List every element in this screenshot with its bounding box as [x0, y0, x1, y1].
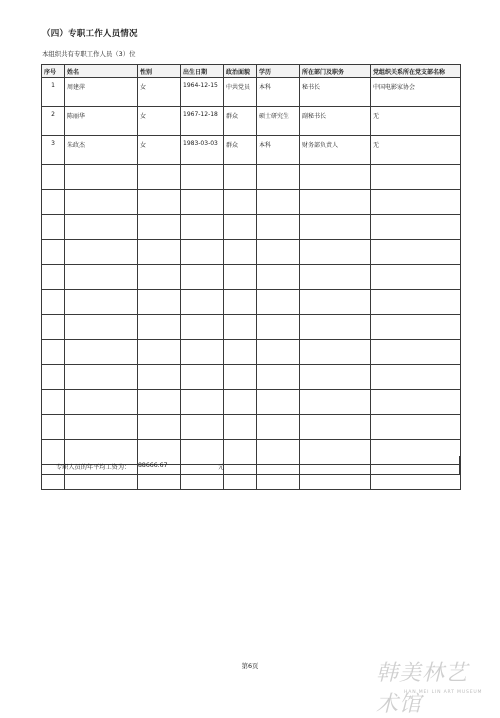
empty-cell [257, 290, 300, 315]
section-title: （四）专职工作人员情况 [42, 29, 138, 39]
empty-cell [224, 340, 257, 365]
cell-education: 本科 [257, 136, 300, 165]
empty-cell [224, 240, 257, 265]
staff-table [41, 64, 461, 490]
empty-cell [224, 390, 257, 415]
empty-table-row [42, 415, 461, 440]
empty-cell [42, 190, 65, 215]
cell-birthdate: 1967-12-18 [181, 107, 224, 136]
empty-cell [65, 390, 138, 415]
empty-cell [300, 315, 371, 340]
empty-cell [181, 190, 224, 215]
empty-cell [138, 165, 181, 190]
empty-cell [257, 190, 300, 215]
cell-party-branch: 无 [371, 107, 461, 136]
empty-cell [65, 340, 138, 365]
empty-cell [181, 165, 224, 190]
empty-cell [371, 265, 461, 290]
empty-cell [42, 340, 65, 365]
empty-cell [138, 340, 181, 365]
table-row [42, 78, 461, 107]
empty-cell [371, 340, 461, 365]
empty-cell [65, 415, 138, 440]
empty-table-row [42, 290, 461, 315]
cell-political-status: 群众 [224, 136, 257, 165]
empty-cell [65, 290, 138, 315]
empty-cell [181, 215, 224, 240]
empty-cell [138, 390, 181, 415]
empty-cell [371, 190, 461, 215]
empty-cell [257, 315, 300, 340]
empty-cell [42, 240, 65, 265]
cell-gender: 女 [138, 136, 181, 165]
empty-cell [224, 165, 257, 190]
table-row [42, 136, 461, 165]
empty-cell [138, 315, 181, 340]
header-political-status: 政治面貌 [224, 65, 257, 78]
empty-cell [257, 240, 300, 265]
cell-education: 硕士研究生 [257, 107, 300, 136]
empty-cell [181, 365, 224, 390]
header-name: 姓名 [65, 65, 138, 78]
empty-cell [224, 365, 257, 390]
empty-cell [181, 390, 224, 415]
empty-cell [224, 415, 257, 440]
cell-birthdate: 1983-03-03 [181, 136, 224, 165]
empty-cell [300, 240, 371, 265]
empty-cell [42, 290, 65, 315]
table-header-row [42, 65, 461, 78]
empty-cell [181, 240, 224, 265]
empty-cell [42, 415, 65, 440]
empty-cell [138, 215, 181, 240]
header-birthdate: 出生日期 [181, 65, 224, 78]
average-salary-label: 专职人员的年平均工资为： [56, 464, 131, 471]
empty-cell [300, 190, 371, 215]
empty-cell [65, 240, 138, 265]
empty-table-row [42, 165, 461, 190]
empty-cell [224, 215, 257, 240]
empty-cell [138, 290, 181, 315]
empty-cell [371, 240, 461, 265]
average-salary-value: 88666.67 [138, 462, 168, 469]
empty-table-row [42, 365, 461, 390]
empty-cell [300, 290, 371, 315]
cell-gender: 女 [138, 78, 181, 107]
empty-cell [65, 190, 138, 215]
empty-table-row [42, 240, 461, 265]
cell-index: 3 [42, 136, 65, 165]
empty-table-row [42, 390, 461, 415]
empty-cell [65, 365, 138, 390]
cell-department-position: 秘书长 [300, 78, 371, 107]
empty-table-row [42, 190, 461, 215]
empty-cell [300, 365, 371, 390]
average-salary-unit: 元 [218, 464, 225, 471]
header-education: 学历 [257, 65, 300, 78]
empty-cell [371, 415, 461, 440]
table-row [42, 107, 461, 136]
cell-party-branch: 中国电影家协会 [371, 78, 461, 107]
empty-cell [300, 265, 371, 290]
empty-cell [371, 290, 461, 315]
empty-cell [300, 215, 371, 240]
empty-cell [371, 215, 461, 240]
cell-index: 1 [42, 78, 65, 107]
cell-political-status: 中共党员 [224, 78, 257, 107]
empty-table-row [42, 340, 461, 365]
empty-cell [224, 190, 257, 215]
cell-political-status: 群众 [224, 107, 257, 136]
empty-cell [181, 290, 224, 315]
empty-cell [224, 290, 257, 315]
empty-cell [300, 415, 371, 440]
empty-cell [257, 215, 300, 240]
empty-cell [181, 340, 224, 365]
empty-cell [224, 315, 257, 340]
empty-cell [181, 315, 224, 340]
empty-cell [300, 165, 371, 190]
cell-department-position: 副秘书长 [300, 107, 371, 136]
empty-cell [257, 365, 300, 390]
empty-cell [300, 390, 371, 415]
empty-cell [65, 215, 138, 240]
empty-cell [371, 390, 461, 415]
watermark-calligraphy: 韩美林艺术馆 [376, 661, 469, 717]
empty-cell [42, 165, 65, 190]
cell-name: 陈丽华 [65, 107, 138, 136]
empty-cell [42, 315, 65, 340]
empty-cell [65, 165, 138, 190]
cell-department-position: 财务部负责人 [300, 136, 371, 165]
empty-cell [181, 415, 224, 440]
cell-name: 朱政杰 [65, 136, 138, 165]
empty-cell [300, 340, 371, 365]
header-index: 序号 [42, 65, 65, 78]
empty-cell [138, 265, 181, 290]
empty-cell [42, 265, 65, 290]
cell-education: 本科 [257, 78, 300, 107]
empty-cell [371, 365, 461, 390]
watermark-english: HAN MEI LIN ART MUSEUM [404, 690, 483, 695]
empty-cell [42, 390, 65, 415]
empty-cell [42, 215, 65, 240]
empty-cell [42, 365, 65, 390]
header-party-branch: 党组织关系所在党支部名称 [371, 65, 461, 78]
empty-table-row [42, 315, 461, 340]
empty-cell [257, 165, 300, 190]
empty-cell [138, 190, 181, 215]
empty-cell [138, 415, 181, 440]
empty-cell [138, 240, 181, 265]
empty-cell [257, 390, 300, 415]
header-department-position: 所在部门及职务 [300, 65, 371, 78]
empty-cell [138, 365, 181, 390]
staff-count-text: 本组织共有专职工作人员（3）位 [42, 50, 136, 58]
museum-watermark [370, 656, 490, 717]
cell-index: 2 [42, 107, 65, 136]
average-salary-row [41, 456, 460, 475]
empty-cell [65, 265, 138, 290]
empty-cell [371, 315, 461, 340]
empty-cell [257, 340, 300, 365]
empty-table-row [42, 215, 461, 240]
empty-cell [181, 265, 224, 290]
page-number: 第6页 [241, 662, 259, 670]
empty-cell [257, 415, 300, 440]
cell-birthdate: 1964-12-15 [181, 78, 224, 107]
empty-cell [257, 265, 300, 290]
empty-cell [371, 165, 461, 190]
cell-gender: 女 [138, 107, 181, 136]
empty-table-row [42, 265, 461, 290]
cell-party-branch: 无 [371, 136, 461, 165]
empty-cell [224, 265, 257, 290]
header-gender: 性别 [138, 65, 181, 78]
empty-cell [65, 315, 138, 340]
cell-name: 周建萍 [65, 78, 138, 107]
